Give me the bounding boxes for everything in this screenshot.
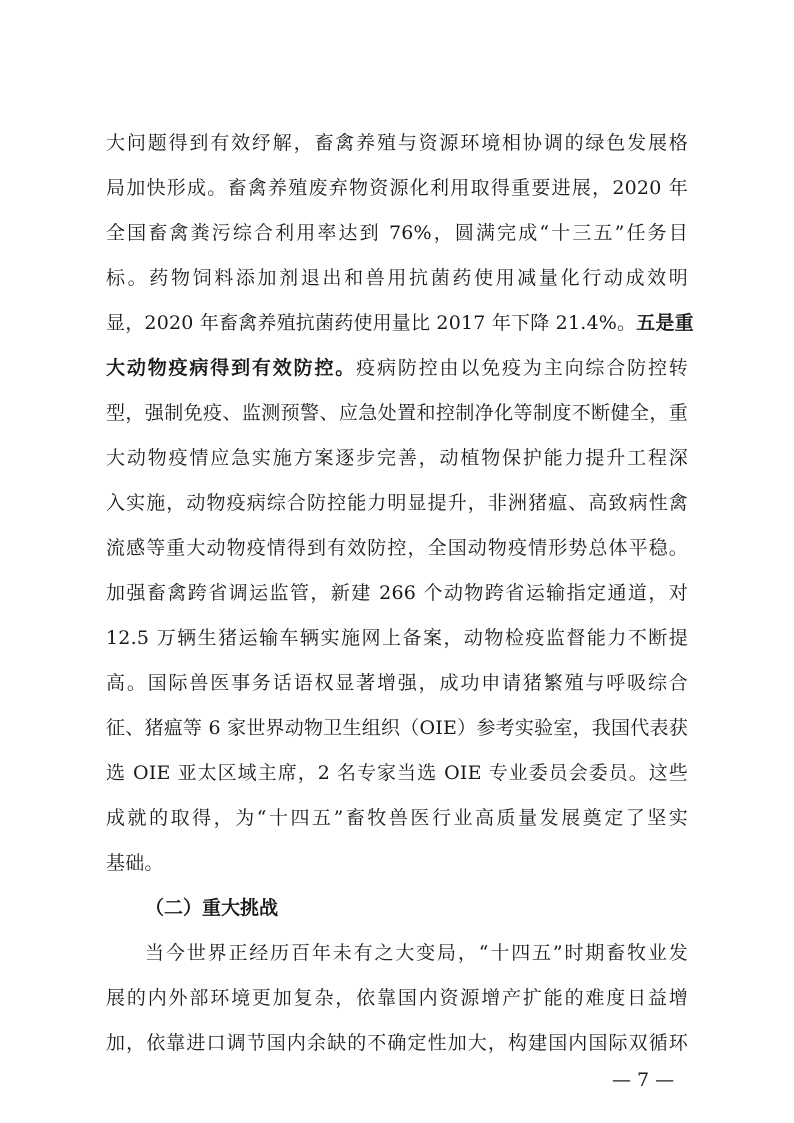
page-number: — 7 — bbox=[612, 1069, 675, 1091]
paragraph-line: 征、猪瘟等 6 家世界动物卫生组织（OIE）参考实验室，我国代表获 bbox=[106, 717, 688, 739]
bold-lead-text: 大动物疫病得到有效防控。 bbox=[106, 357, 357, 379]
paragraph-line: 12.5 万辆生猪运输车辆实施网上备案，动物检疫监督能力不断提 bbox=[106, 627, 688, 649]
paragraph-line: 基础。 bbox=[106, 852, 164, 874]
bold-lead-text: 五是重 bbox=[636, 312, 694, 334]
paragraph-line bbox=[106, 356, 688, 380]
paragraph-line: 入实施，动物疫病综合防控能力明显提升，非洲猪瘟、高致病性禽 bbox=[106, 492, 688, 514]
paragraph-line: 成就的取得，为“十四五”畜牧兽医行业高质量发展奠定了坚实 bbox=[106, 807, 688, 829]
paragraph-line: 当今世界正经历百年未有之大变局，“十四五”时期畜牧业发 bbox=[145, 942, 688, 964]
paragraph-line: 大动物疫情应急实施方案逐步完善，动植物保护能力提升工程深 bbox=[106, 447, 688, 469]
paragraph-line: 标。药物饲料添加剂退出和兽用抗菌药使用减量化行动成效明 bbox=[106, 267, 688, 289]
paragraph-line: 加强畜禽跨省调运监管，新建 266 个动物跨省运输指定通道，对 bbox=[106, 582, 688, 604]
paragraph-line: 展的内外部环境更加复杂，依靠国内资源增产扩能的难度日益增 bbox=[106, 987, 688, 1009]
paragraph-line: 选 OIE 亚太区域主席，2 名专家当选 OIE 专业委员会委员。这些 bbox=[106, 762, 688, 784]
paragraph-line: 大问题得到有效纾解，畜禽养殖与资源环境相协调的绿色发展格 bbox=[106, 132, 688, 154]
paragraph-text: 显，2020 年畜禽养殖抗菌药使用量比 2017 年下降 21.4%。 bbox=[106, 312, 637, 334]
paragraph-line: 高。国际兽医事务话语权显著增强，成功申请猪繁殖与呼吸综合 bbox=[106, 672, 688, 694]
paragraph-text: 疫病防控由以免疫为主向综合防控转 bbox=[356, 357, 689, 379]
paragraph-line: 局加快形成。畜禽养殖废弃物资源化利用取得重要进展，2020 年 bbox=[106, 177, 688, 199]
paragraph-line: 流感等重大动物疫情得到有效防控，全国动物疫情形势总体平稳。 bbox=[106, 537, 688, 559]
paragraph-line: 型，强制免疫、监测预警、应急处置和控制净化等制度不断健全，重 bbox=[106, 402, 688, 424]
paragraph-line: 全国畜禽粪污综合利用率达到 76%，圆满完成“十三五”任务目 bbox=[106, 222, 688, 244]
paragraph-line bbox=[106, 311, 694, 335]
section-heading: （二）重大挑战 bbox=[145, 897, 279, 919]
paragraph-line: 加，依靠进口调节国内余缺的不确定性加大，构建国内国际双循环 bbox=[106, 1032, 688, 1054]
